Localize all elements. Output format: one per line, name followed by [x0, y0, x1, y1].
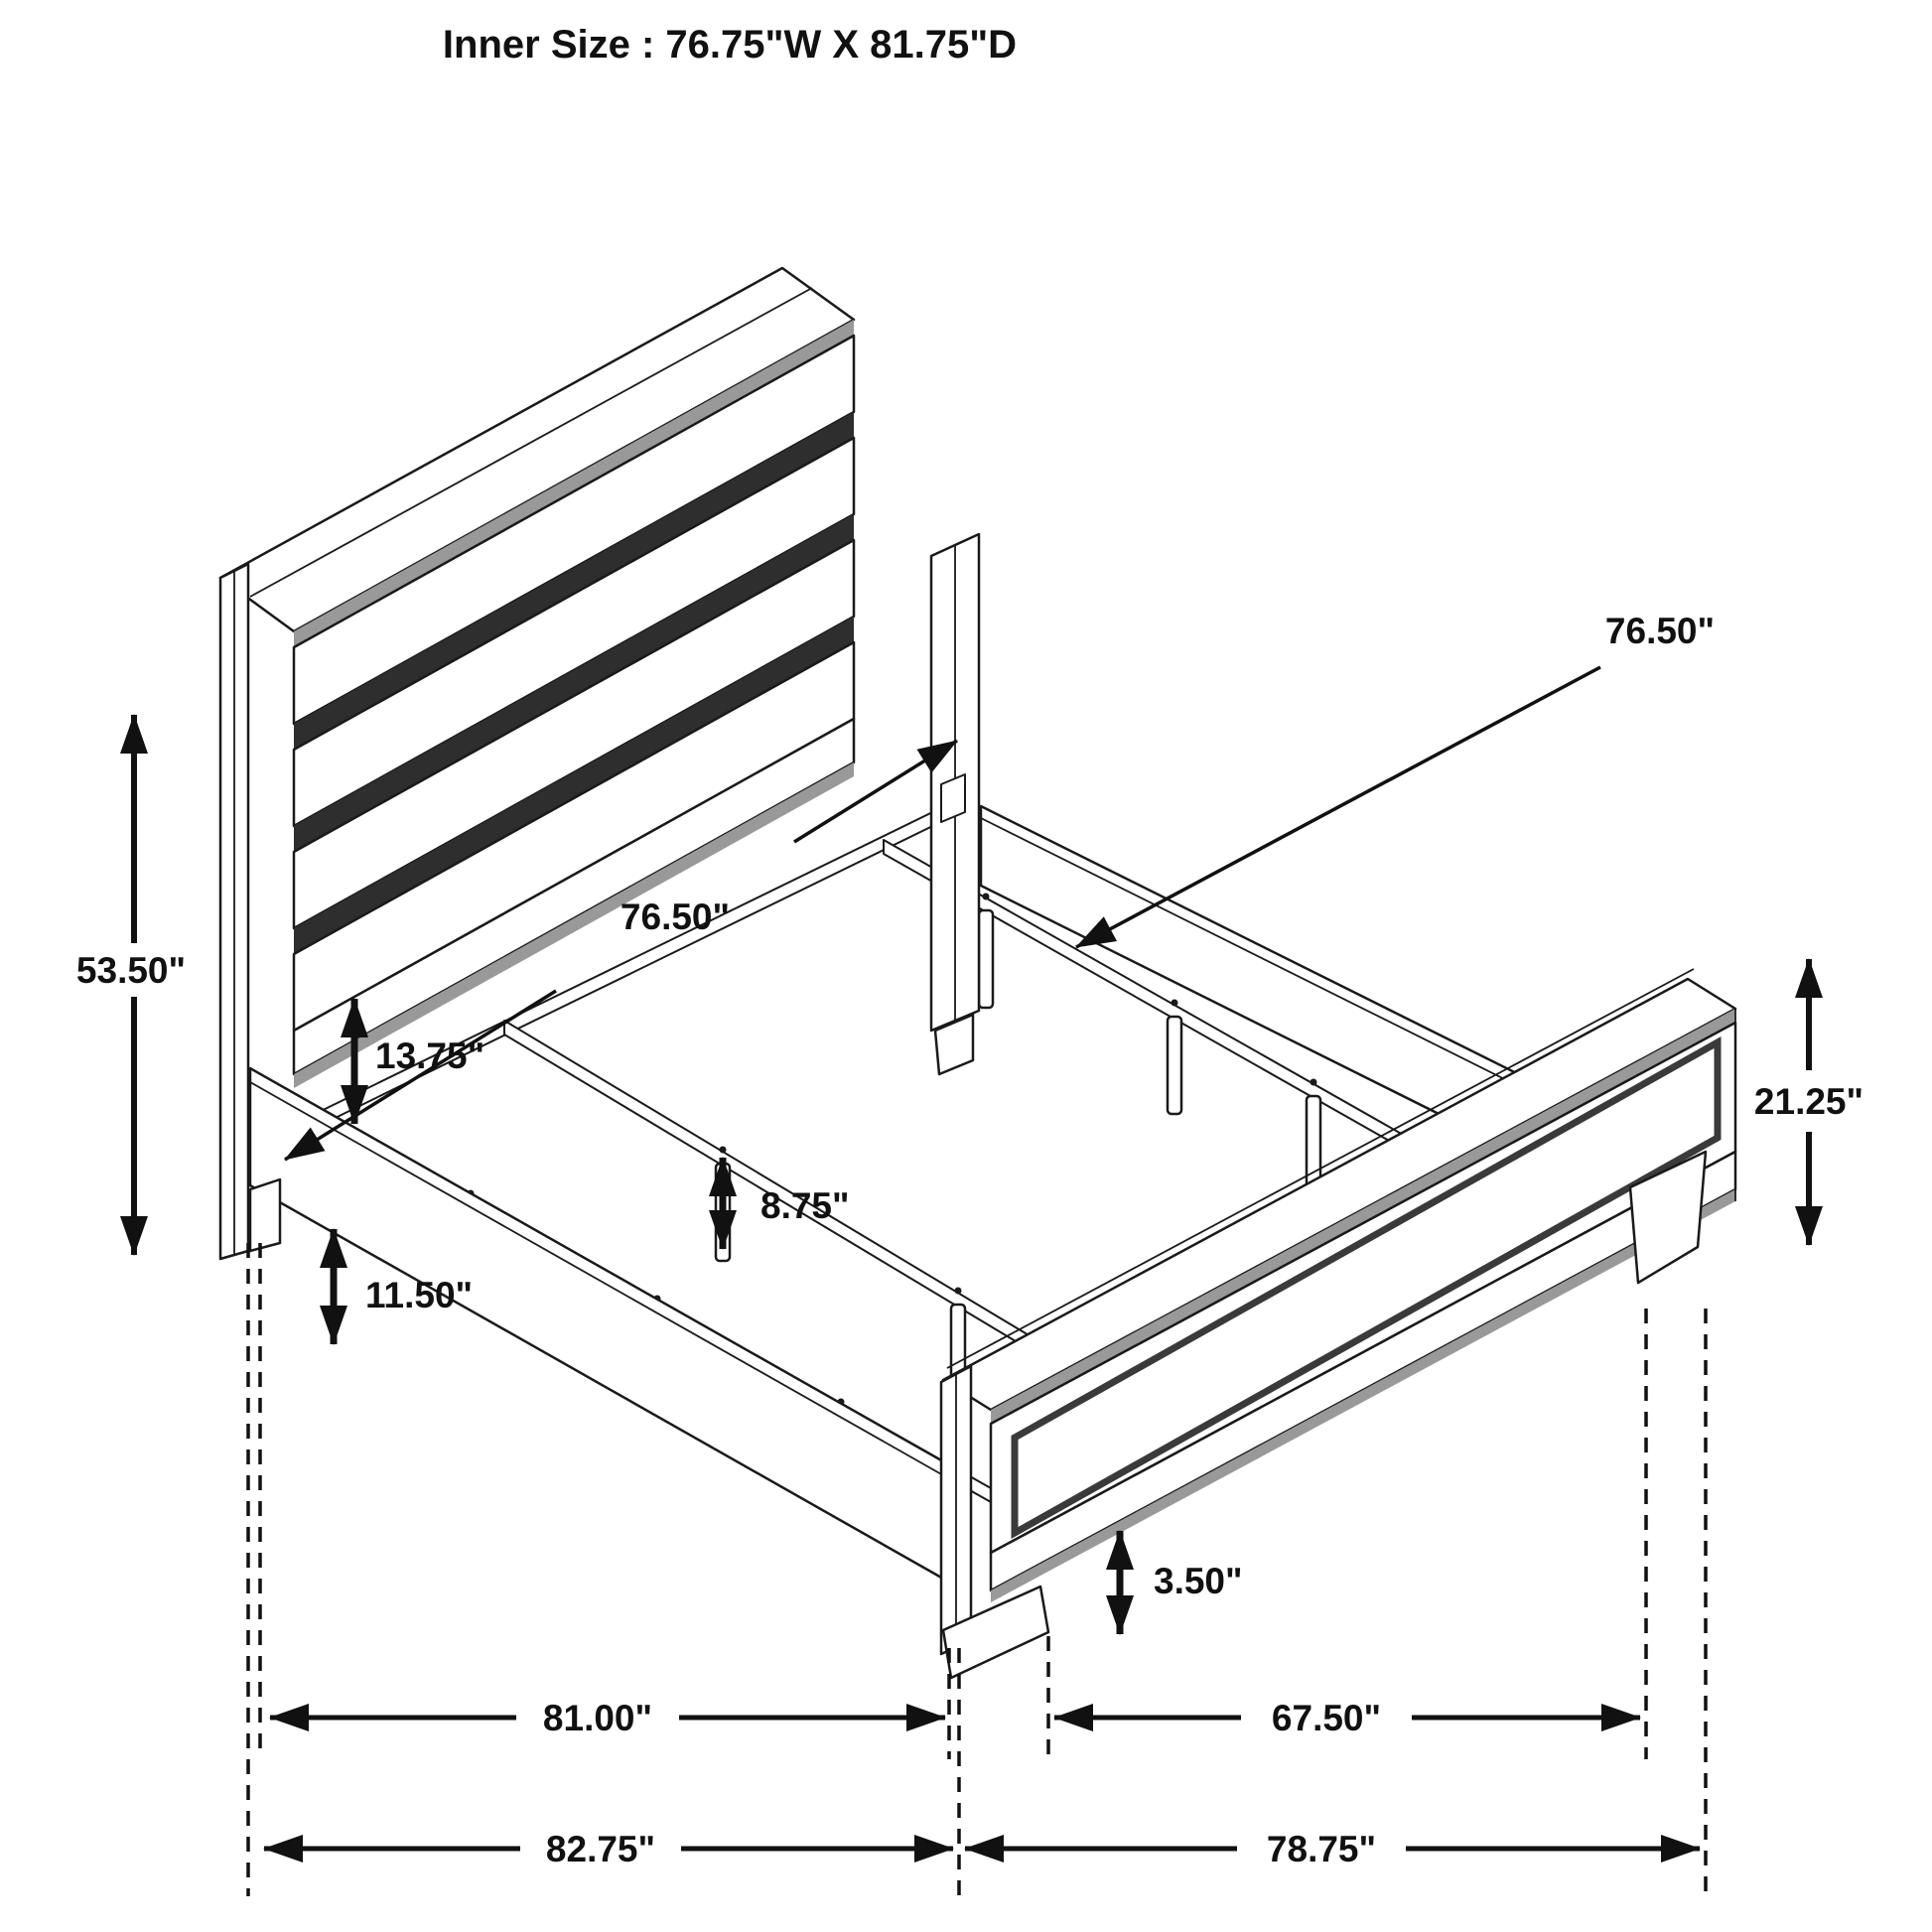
bolt-dot	[1311, 1079, 1317, 1086]
dimension-label: 82.75"	[545, 1829, 656, 1869]
bolt-dot	[983, 894, 990, 900]
dimension-label: 78.75"	[1266, 1829, 1377, 1869]
bolt-dot	[1172, 1000, 1178, 1007]
dimension-label: 67.50"	[1271, 1698, 1382, 1738]
dimension-label: 81.00"	[542, 1698, 653, 1738]
dimension-right-span-outer	[965, 1829, 1700, 1869]
dimension-headboard-height	[76, 715, 186, 1255]
dimension-center-rail-length	[1076, 611, 1715, 947]
dimension-foot-height	[1120, 1531, 1243, 1634]
dimension-label: 53.50"	[75, 950, 187, 991]
projection-lines	[248, 1243, 1706, 1896]
dimension-label: 76.50"	[620, 897, 731, 937]
footboard	[941, 969, 1735, 1678]
dimension-right-span-inner	[1054, 1698, 1640, 1738]
dimension-label: 13.75"	[375, 1035, 485, 1076]
dimension-left-span-outer	[264, 1829, 953, 1869]
dimension-left-span-inner	[270, 1698, 945, 1738]
dimension-label: 8.75"	[760, 1185, 850, 1226]
support-leg	[1168, 1017, 1181, 1114]
dimension-footboard-height	[1754, 959, 1863, 1245]
bolt-dot	[955, 1288, 962, 1295]
diagram-title: Inner Size : 76.75"W X 81.75"D	[442, 23, 1018, 67]
leader-line	[1076, 667, 1600, 947]
dimension-label: 3.50"	[1154, 1561, 1243, 1601]
bolt-dot	[720, 1147, 727, 1154]
dimension-label: 76.50"	[1604, 611, 1716, 651]
rail-hook-bracket-left	[250, 1179, 280, 1251]
support-leg	[979, 910, 993, 1008]
left-side-rail-top-edge	[250, 1082, 943, 1475]
dimension-label: 21.25"	[1753, 1081, 1864, 1122]
left-side-rail	[250, 1068, 943, 1579]
dimension-label: 11.50"	[365, 1275, 474, 1315]
footboard-panel	[991, 1023, 1735, 1553]
